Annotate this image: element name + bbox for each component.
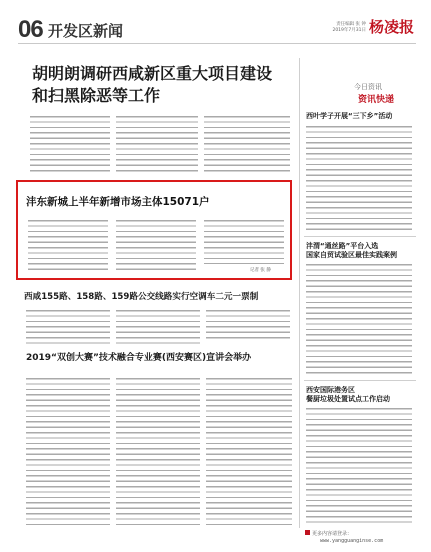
article2-col1 (26, 310, 110, 346)
right-divider-1 (304, 236, 416, 237)
right-article1-text (306, 126, 412, 232)
right-article2-title (306, 242, 397, 260)
right-article2-title-line1: 沣渭“通丝路”平台入选 (306, 242, 379, 250)
main-headline-line2: 和扫黑除恶等工作 (32, 86, 161, 105)
highlighted-article-col2 (116, 220, 196, 270)
article3-col3 (206, 378, 292, 528)
main-headline (32, 63, 302, 107)
article2-col2 (116, 310, 200, 346)
highlighted-article-title: 沣东新城上半年新增市场主体15071户 (26, 196, 210, 208)
highlighted-article (16, 180, 292, 280)
main-article-col2 (116, 116, 198, 174)
more-link-icon (305, 530, 310, 535)
article2-col3 (206, 310, 290, 340)
highlighted-article-credit: 记者 张 静 (250, 268, 271, 273)
header-date: 2019年7月31日 (332, 28, 366, 33)
main-headline-line1: 胡明朗调研西咸新区重大项目建设 (32, 64, 273, 83)
more-link-url[interactable]: www.yangguanginse.com (320, 538, 384, 544)
article3-title: 2019“双创大赛”技术融合专业赛(西安赛区)宣讲会举办 (26, 353, 252, 363)
right-divider-2 (304, 380, 416, 381)
right-article3-title-line1: 西安国际港务区 (306, 386, 355, 394)
highlighted-article-col3 (204, 220, 284, 264)
section-name: 开发区新闻 (48, 22, 124, 40)
paper-logo: 杨凌报 (368, 18, 414, 36)
right-article3-title-line2: 餐厨垃圾处置试点工作启动 (306, 395, 390, 403)
page-header (18, 14, 416, 44)
right-article2-title-line2: 国家自贸试验区最佳实践案例 (306, 251, 397, 259)
right-column-label: 今日资讯 (354, 83, 382, 91)
right-article3-title (306, 386, 390, 404)
right-article2-text (306, 264, 412, 376)
main-article-col3 (204, 116, 290, 174)
article2-title: 西咸155路、158路、159路公交线路实行空调车二元一票制 (24, 292, 259, 302)
header-info (332, 22, 366, 34)
main-article-col1 (30, 116, 110, 174)
more-link-label: 更多内容请登录： (312, 531, 353, 537)
column-divider (299, 58, 300, 528)
right-article3-text (306, 408, 412, 524)
highlighted-article-col1 (28, 220, 108, 270)
right-article1-title: 西叶学子开展“三下乡”活动 (306, 112, 393, 120)
right-column-sublabel: 资讯快递 (358, 95, 395, 105)
section-number: 06 (18, 16, 43, 43)
article3-col2 (116, 378, 200, 528)
header-editor: 责任编辑 张 钟 (336, 22, 366, 27)
article3-col1 (26, 378, 110, 528)
